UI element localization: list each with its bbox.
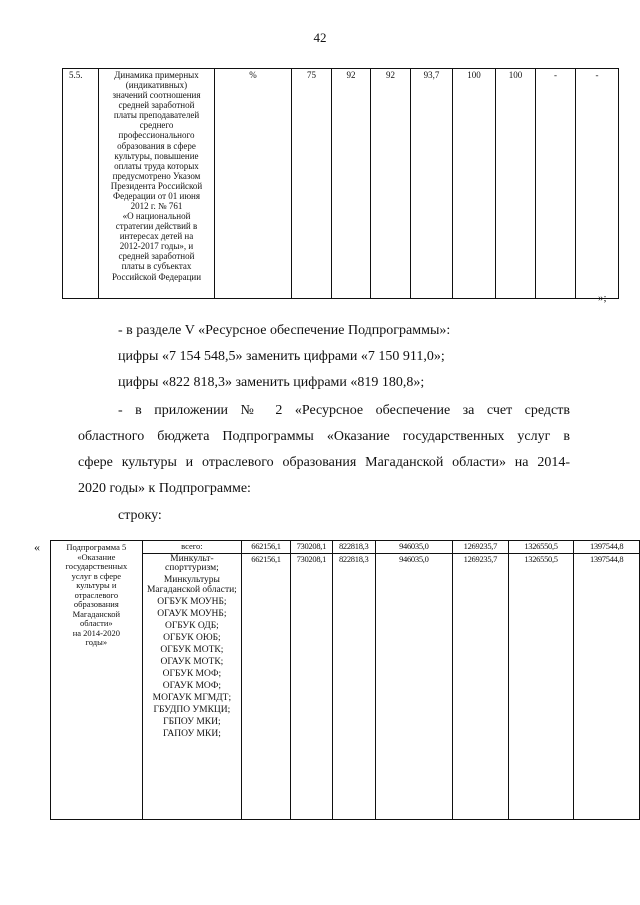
- indicator-name-line: интересах детей на: [119, 231, 194, 242]
- indicator-name-line: 2012 г. № 761: [130, 201, 183, 212]
- executor-value: 946035,0: [375, 553, 452, 819]
- total-value: 1397544,8: [574, 541, 640, 554]
- executor-item: ОГБУК ОЮБ;: [163, 633, 221, 644]
- paragraph-appendix-line-4: 2020 годы» к Подпрограмме:: [78, 481, 251, 496]
- executor-value: 822818,3: [332, 553, 375, 819]
- executor-item: ОГАУК МОУНБ;: [157, 609, 227, 620]
- paragraph-appendix-line-1: - в приложении № 2 «Ресурсное обеспечение за счет средств: [118, 403, 570, 418]
- indicator-name-line: культуры, повышение: [114, 150, 199, 161]
- indicator-name-line: «О национальной: [122, 211, 191, 222]
- value-cell: 92: [332, 69, 371, 299]
- indicator-name-line: Российской Федерации: [111, 271, 202, 282]
- paragraph-figures-1: цифры «7 154 548,5» заменить цифрами «7 150 911,0»;: [118, 349, 445, 364]
- paragraph-row-label: строку:: [118, 508, 162, 523]
- paragraph-figures-2: цифры «822 818,3» заменить цифрами «819 180,8»;: [118, 375, 425, 390]
- value-cell: 92: [371, 69, 411, 299]
- value-cell: 75: [292, 69, 332, 299]
- program-name-line: области»: [79, 618, 113, 629]
- value-cell: 100: [496, 69, 536, 299]
- executor-item: МОГАУК МГМДТ;: [152, 693, 232, 704]
- executor-item: ОГАУК МОФ;: [162, 681, 222, 692]
- executor-value: 1397544,8: [574, 553, 640, 819]
- indicator-name-line: 2012-2017 годы», и: [119, 241, 194, 252]
- value-cell: 93,7: [411, 69, 453, 299]
- executor-item: ОГБУК ОДБ;: [164, 621, 219, 632]
- closing-quote: »;: [598, 292, 607, 304]
- paragraph-appendix-line-2: областного бюджета Подпрограммы «Оказание государственных услуг в: [78, 429, 570, 444]
- resource-table: [50, 540, 640, 820]
- program-name-line: «Оказание: [77, 551, 116, 562]
- total-value: 730208,1: [290, 541, 332, 554]
- indicator-name-line: Президента Российской: [110, 180, 203, 191]
- executor-item: ОГАУК МОТК;: [160, 657, 224, 668]
- total-value: 1269235,7: [453, 541, 509, 554]
- program-name-line: годы»: [85, 637, 108, 648]
- executor-value: 662156,1: [242, 553, 291, 819]
- indicator-name-line: образования в сфере: [117, 140, 196, 151]
- indicator-name-line: Федерации от 01 июня: [112, 190, 201, 201]
- unit-cell: %: [215, 69, 292, 299]
- indicator-name-line: платы в субъектах: [121, 261, 192, 272]
- indicator-name-line: (индикативных): [125, 80, 188, 91]
- row-number: 5.5.: [63, 69, 99, 299]
- executor-item: Минкульт-спорттуризм;: [165, 553, 219, 574]
- table-row-total: [51, 541, 640, 554]
- indicator-name-line: среднего: [139, 120, 174, 131]
- executor-value: 730208,1: [290, 553, 332, 819]
- indicator-name-line: оплаты труда которых: [114, 160, 199, 171]
- value-cell: -: [536, 69, 576, 299]
- indicator-table: [62, 68, 619, 299]
- total-value: 662156,1: [242, 541, 291, 554]
- total-value: 1326550,5: [508, 541, 574, 554]
- indicator-name-line: стратегии действий в: [115, 221, 198, 232]
- program-name-line: на 2014-2020: [72, 627, 120, 638]
- executor-item: ОГБУК МОУНБ;: [157, 597, 227, 608]
- program-name-line: Подпрограмма 5: [66, 542, 127, 552]
- total-label: всего:: [142, 541, 241, 554]
- total-value: 822818,3: [332, 541, 375, 554]
- indicator-name-line: профессионального: [118, 130, 195, 141]
- program-name-line: государственных: [65, 561, 128, 572]
- executor-value: 1326550,5: [508, 553, 574, 819]
- indicator-name-line: средней заработной: [118, 251, 195, 262]
- paragraph-appendix-line-3: сфере культуры и отраслевого образования Магаданской области» на 2014-: [78, 455, 570, 470]
- program-name-line: отраслевого: [74, 589, 119, 600]
- executor-item: ОГБУК МОТК;: [160, 645, 224, 656]
- page-number: 42: [313, 30, 327, 45]
- indicator-name-line: Динамика примерных: [114, 70, 199, 80]
- executor-list: [142, 553, 241, 819]
- table-row: [63, 69, 619, 299]
- total-value: 946035,0: [375, 541, 452, 554]
- executor-item: ГБУДПО УМКЦИ;: [153, 705, 231, 716]
- opening-quote: «: [34, 540, 40, 554]
- indicator-name-line: предусмотрено Указом: [112, 170, 201, 181]
- indicator-name: [99, 69, 215, 299]
- program-name-line: услуг в сфере: [71, 570, 122, 581]
- executor-item: ГАПОУ МКИ;: [162, 729, 221, 740]
- executor-value: 1269235,7: [453, 553, 509, 819]
- value-cell: 100: [453, 69, 496, 299]
- executor-item: ОГБУК МОФ;: [162, 669, 222, 680]
- value-cell: -: [576, 69, 619, 299]
- executor-item: Минкультуры Магаданской области;: [146, 575, 237, 596]
- indicator-name-line: значений соотношения: [112, 90, 201, 101]
- program-name-line: Магаданской: [72, 608, 121, 619]
- program-name-line: образования: [73, 599, 119, 610]
- paragraph-section-v: - в разделе V «Ресурсное обеспечение Подпрограммы»:: [118, 323, 451, 338]
- executor-item: ГБПОУ МКИ;: [163, 717, 221, 728]
- indicator-name-line: платы преподавателей: [113, 110, 200, 121]
- program-name-line: культуры и: [76, 580, 117, 591]
- indicator-name-line: средней заработной: [118, 100, 195, 111]
- program-name: [51, 541, 143, 820]
